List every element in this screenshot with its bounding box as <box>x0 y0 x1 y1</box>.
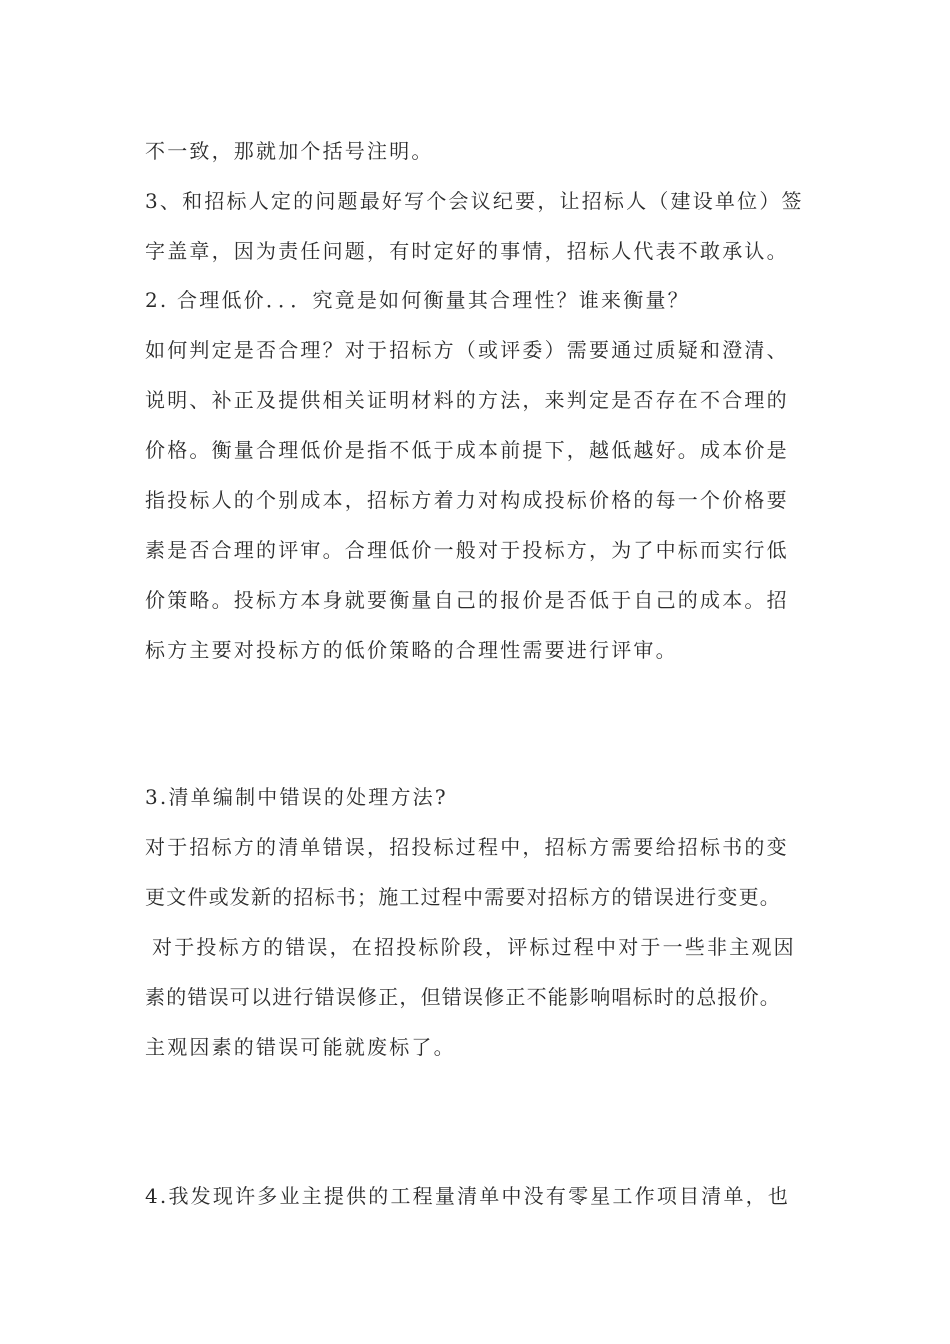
text-line: 对于招标方的清单错误，招投标过程中，招标方需要给招标书的变 <box>145 835 789 859</box>
heading-line: 4.我发现许多业主提供的工程量清单中没有零星工作项目清单，也 <box>145 1184 791 1208</box>
text-line: 价策略。投标方本身就要衡量自己的报价是否低于自己的成本。招 <box>145 588 789 612</box>
text-line: 说明、补正及提供相关证明材料的方法，来判定是否存在不合理的 <box>145 388 789 412</box>
heading-line: 2. 合理低价．．．究竟是如何衡量其合理性？谁来衡量？ <box>145 288 690 312</box>
text-line: 更文件或发新的招标书；施工过程中需要对招标方的错误进行变更。 <box>145 885 781 909</box>
text-line: 3、和招标人定的问题最好写个会议纪要，让招标人（建设单位）签 <box>145 189 804 213</box>
text-line: 如何判定是否合理？对于招标方（或评委）需要通过质疑和澄清、 <box>145 338 789 362</box>
text-line: 对于投标方的错误，在招投标阶段，评标过程中对于一些非主观因 <box>152 935 796 959</box>
heading-line: 3.清单编制中错误的处理方法? <box>145 785 448 809</box>
text-line: 不一致，那就加个括号注明。 <box>145 139 434 163</box>
text-line: 指投标人的个别成本，招标方着力对构成投标价格的每一个价格要 <box>145 488 789 512</box>
text-line: 主观因素的错误可能就废标了。 <box>145 1035 456 1059</box>
text-line: 素的错误可以进行错误修正，但错误修正不能影响唱标时的总报价。 <box>145 985 781 1009</box>
text-line: 价格。衡量合理低价是指不低于成本前提下，越低越好。成本价是 <box>145 438 789 462</box>
text-line: 素是否合理的评审。合理低价一般对于投标方，为了中标而实行低 <box>145 538 789 562</box>
text-line: 标方主要对投标方的低价策略的合理性需要进行评审。 <box>145 638 678 662</box>
text-line: 字盖章，因为责任问题，有时定好的事情，招标人代表不敢承认。 <box>145 239 789 263</box>
